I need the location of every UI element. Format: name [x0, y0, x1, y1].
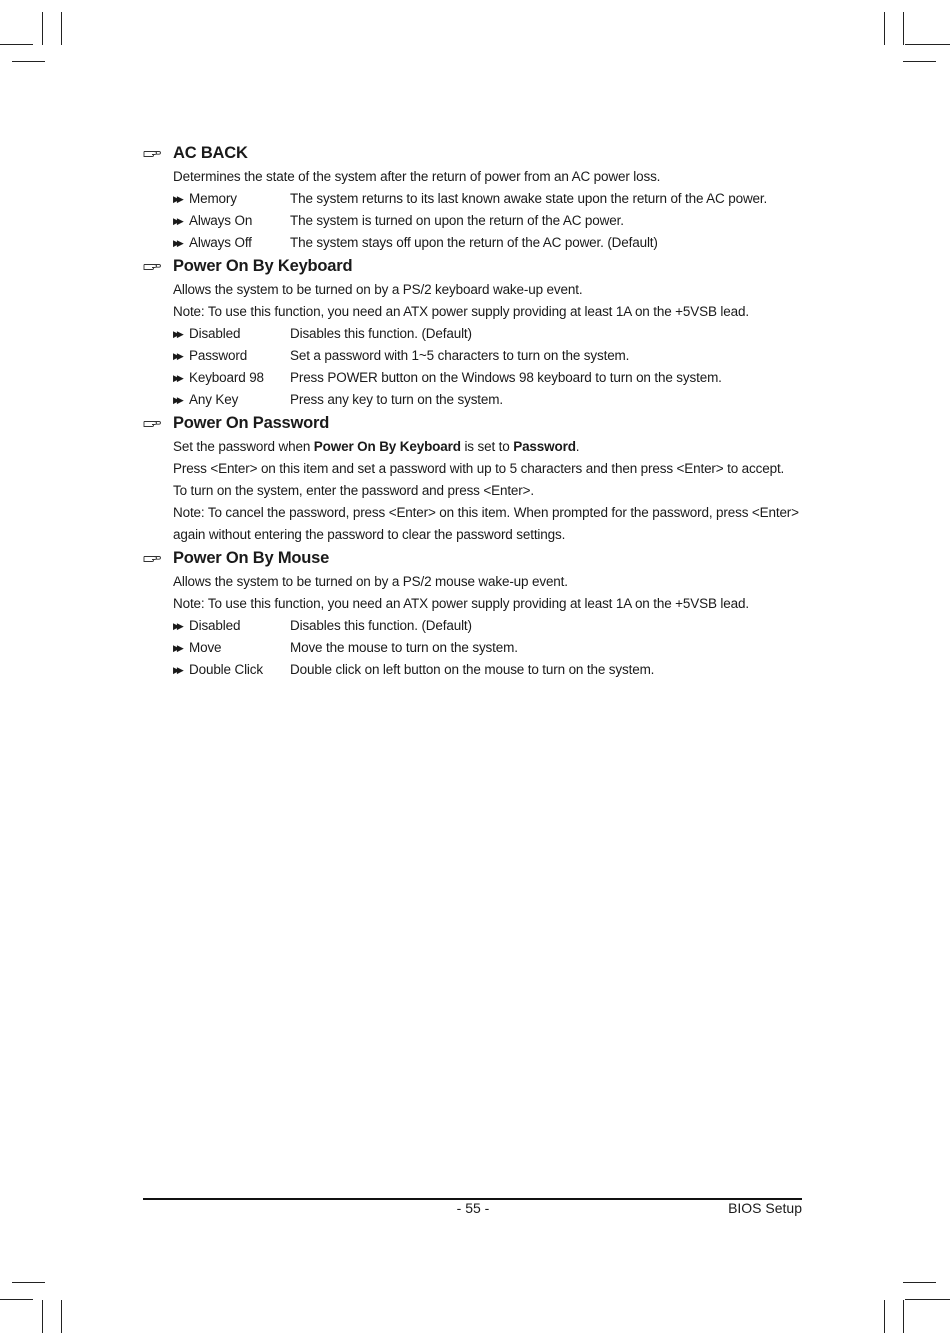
option-row	[173, 188, 803, 210]
option-name: Memory	[189, 191, 237, 206]
option-description: Disables this function. (Default)	[290, 326, 472, 341]
pointing-hand-icon	[143, 148, 163, 160]
section	[143, 546, 803, 681]
option-description: The system returns to its last known awake state upon the return of the AC power.	[290, 191, 768, 206]
section	[143, 254, 803, 411]
crop-mark	[12, 61, 45, 62]
crop-mark	[903, 1300, 904, 1333]
body-line: Press <Enter> on this item and set a password with up to 5 characters and then press <Enter> to accept.	[173, 461, 785, 476]
option-row	[173, 345, 803, 367]
body-line: again without entering the password to clear the password settings.	[173, 527, 566, 542]
crop-mark	[905, 1299, 950, 1300]
option-name: Double Click	[189, 662, 263, 677]
option-row	[173, 367, 803, 389]
double-arrow-icon: ▶▶	[173, 665, 181, 675]
body-line: Note: To cancel the password, press <Enter> on this item. When prompted for the password, press <Enter>	[173, 505, 799, 520]
crop-mark	[12, 1282, 45, 1283]
option-description: Set a password with 1~5 characters to turn on the system.	[290, 348, 630, 363]
crop-mark	[884, 12, 885, 45]
option-description: Double click on left button on the mouse to turn on the system.	[290, 662, 655, 677]
body-line: Note: To use this function, you need an ATX power supply providing at least 1A on the +5VSB lead.	[173, 304, 749, 319]
crop-mark	[0, 1299, 33, 1300]
crop-mark	[61, 12, 62, 45]
body-line	[173, 436, 803, 458]
section	[143, 141, 803, 254]
option-row	[173, 323, 803, 345]
crop-mark	[42, 1300, 43, 1333]
pointing-hand-icon	[143, 261, 163, 273]
option-description: The system stays off upon the return of the AC power. (Default)	[290, 235, 658, 250]
double-arrow-icon: ▶▶	[173, 621, 181, 631]
double-arrow-icon: ▶▶	[173, 216, 181, 226]
option-description: The system is turned on upon the return of the AC power.	[290, 213, 624, 228]
option-name: Disabled	[189, 618, 241, 633]
crop-mark	[903, 61, 936, 62]
page-number: - 55 -	[456, 1200, 490, 1216]
option-name: Disabled	[189, 326, 241, 341]
option-description: Press POWER button on the Windows 98 keyboard to turn on the system.	[290, 370, 722, 385]
rich-text-bold: Password	[513, 439, 576, 454]
double-arrow-icon: ▶▶	[173, 395, 181, 405]
option-name: Password	[189, 348, 248, 363]
crop-mark	[905, 44, 950, 45]
option-row	[173, 637, 803, 659]
option-row	[173, 659, 803, 681]
body-line: Allows the system to be turned on by a PS/2 keyboard wake-up event.	[173, 282, 583, 297]
option-description: Move the mouse to turn on the system.	[290, 640, 518, 655]
crop-mark	[0, 44, 33, 45]
crop-mark	[884, 1300, 885, 1333]
double-arrow-icon: ▶▶	[173, 238, 181, 248]
rich-text: Set the password when	[173, 439, 314, 454]
option-name: Move	[189, 640, 222, 655]
option-row	[173, 232, 803, 254]
pointing-hand-icon	[143, 553, 163, 565]
double-arrow-icon: ▶▶	[173, 329, 181, 339]
double-arrow-icon: ▶▶	[173, 351, 181, 361]
double-arrow-icon: ▶▶	[173, 373, 181, 383]
crop-mark	[903, 12, 904, 45]
section-title: AC BACK	[173, 144, 248, 162]
option-name: Always On	[189, 213, 253, 228]
section-title: Power On Password	[173, 414, 330, 432]
section-title: Power On By Mouse	[173, 549, 330, 567]
option-name: Keyboard 98	[189, 370, 264, 385]
rich-text: .	[575, 439, 580, 454]
rich-text-bold: Power On By Keyboard	[313, 439, 461, 454]
crop-mark	[61, 1300, 62, 1333]
body-line: Determines the state of the system after the return of power from an AC power loss.	[173, 169, 661, 184]
section-title: Power On By Keyboard	[173, 257, 353, 275]
footer-label: BIOS Setup	[728, 1200, 802, 1216]
pointing-hand-icon	[143, 418, 163, 430]
option-name: Any Key	[189, 392, 239, 407]
crop-mark	[42, 12, 43, 45]
rich-text: is set to	[460, 439, 514, 454]
option-row	[173, 615, 803, 637]
option-row	[173, 389, 803, 411]
option-name: Always Off	[189, 235, 252, 250]
option-row	[173, 210, 803, 232]
option-description: Disables this function. (Default)	[290, 618, 472, 633]
body-line: Allows the system to be turned on by a PS/2 mouse wake-up event.	[173, 574, 568, 589]
section	[143, 411, 803, 546]
crop-mark	[903, 1282, 936, 1283]
double-arrow-icon: ▶▶	[173, 194, 181, 204]
page-content	[143, 141, 803, 681]
body-line: Note: To use this function, you need an ATX power supply providing at least 1A on the +5VSB lead.	[173, 596, 749, 611]
body-line: To turn on the system, enter the password and press <Enter>.	[173, 483, 534, 498]
option-description: Press any key to turn on the system.	[290, 392, 503, 407]
double-arrow-icon: ▶▶	[173, 643, 181, 653]
